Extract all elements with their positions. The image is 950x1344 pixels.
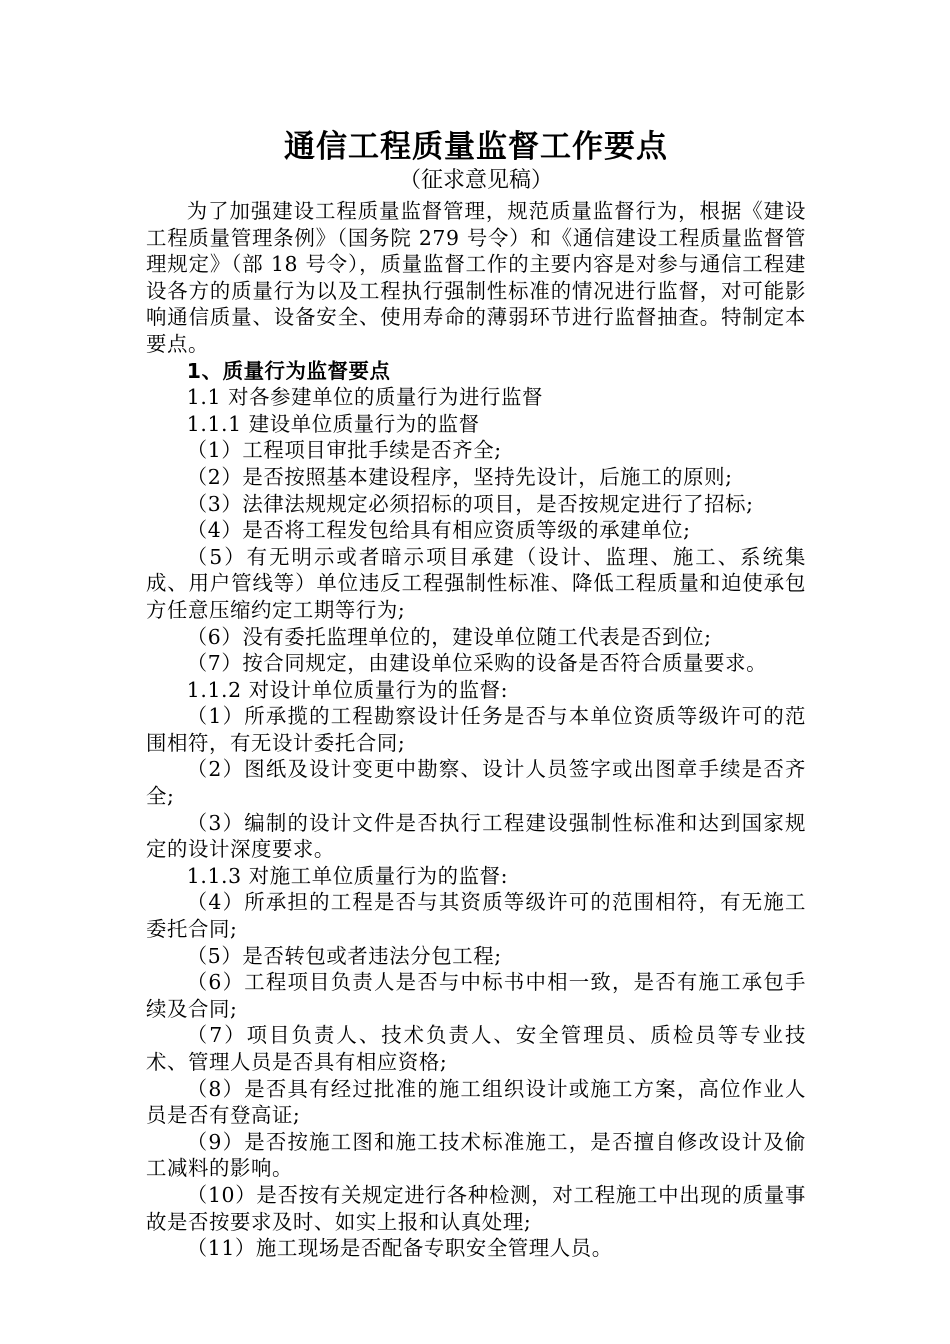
list-item: （6）没有委托监理单位的，建设单位随工代表是否到位; [186,624,712,649]
list-item: （1）工程项目审批手续是否齐全; [186,438,502,463]
subsection-heading-1-1-3: 1.1.3 对施工单位质量行为的监督: [186,863,509,888]
list-item: （7）按合同规定，由建设单位采购的设备是否符合质量要求。 [186,651,768,676]
document-subtitle: （征求意见稿） [398,168,553,193]
list-item: （5）有无明示或者暗示项目承建（设计、监理、施工、系统集成、用户管线等）单位违反工程强制性标准、降低工程质量和迫使承包方任意压缩约定工期等行为; [146,544,806,622]
list-item: （1）所承揽的工程勘察设计任务是否与本单位资质等级许可的范围相符，有无设计委托合同; [146,704,806,755]
list-item: （11）施工现场是否配备专职安全管理人员。 [186,1236,613,1261]
subsection-heading-1-1-1: 1.1.1 建设单位质量行为的监督 [186,411,480,436]
list-item: （5）是否转包或者违法分包工程; [186,943,502,968]
list-item: （2）图纸及设计变更中勘察、设计人员签字或出图章手续是否齐全; [146,757,806,809]
intro-paragraph: 为了加强建设工程质量监督管理，规范质量监督行为，根据《建设工程质量管理条例》（国务院 279 号令）和《通信建设工程质量监督管理规定》（部 18 号令），质量监督工作的主要内容是对参与通信工程建设各方的质量行为以及工程执行强制性标准的情况进行监督，对可能影响通信质量、设备安全、使用寿命的薄弱环节进行监督抽查。特制定本要点。 [146,199,806,356]
list-item: （3）编制的设计文件是否执行工程建设强制性标准和达到国家规定的设计深度要求。 [146,810,806,862]
list-item: （3）法律法规规定必须招标的项目，是否按规定进行了招标; [186,491,754,516]
list-item: （6）工程项目负责人是否与中标书中相一致，是否有施工承包手续及合同; [146,970,806,1021]
subsection-heading-1-1: 1.1 对各参建单位的质量行为进行监督 [186,385,543,410]
list-item: （2）是否按照基本建设程序，坚持先设计，后施工的原则; [186,464,733,489]
section-heading-quality-behavior: 1、质量行为监督要点 [186,358,391,383]
document-title: 通信工程质量监督工作要点 [284,129,668,165]
list-item: （9）是否按施工图和施工技术标准施工，是否擅自修改设计及偷工减料的影响。 [146,1129,806,1181]
list-item: （10）是否按有关规定进行各种检测，对工程施工中出现的质量事故是否按要求及时、如实上报和认真处理; [146,1182,806,1234]
list-item: （7）项目负责人、技术负责人、安全管理员、质检员等专业技术、管理人员是否具有相应资格; [146,1023,806,1074]
list-item: （8）是否具有经过批准的施工组织设计或施工方案，高位作业人员是否有登高证; [146,1076,806,1128]
subsection-heading-1-1-2: 1.1.2 对设计单位质量行为的监督: [186,677,509,702]
list-item: （4）是否将工程发包给具有相应资质等级的承建单位; [186,518,691,543]
document-page [146,126,806,1262]
list-item: （4）所承担的工程是否与其资质等级许可的范围相符，有无施工委托合同; [146,890,806,942]
